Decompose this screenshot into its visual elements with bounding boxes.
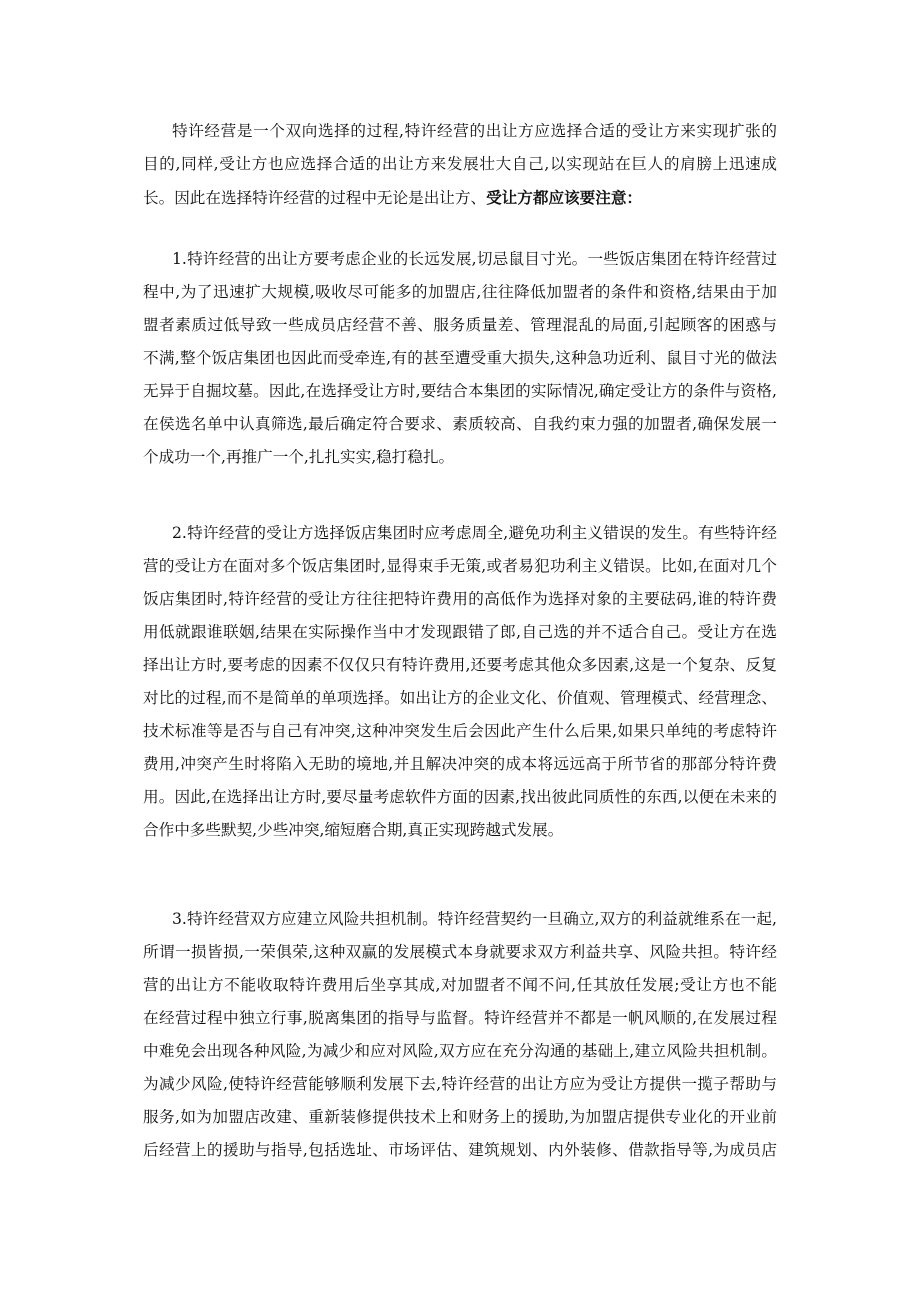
point-1-line-6: 在侯选名单中认真筛选,最后确定符合要求、素质较高、自我约束力强的加盟者,确保发展一 bbox=[143, 415, 777, 433]
point-1-line-3: 盟者素质过低导致一些成员店经营不善、服务质量差、管理混乱的局面,引起顾客的困惑与 bbox=[143, 316, 777, 334]
point-2-line-10: 合作中多些默契,少些冲突,缩短磨合期,真正实现跨越式发展。 bbox=[143, 821, 564, 839]
point-3-line-5: 中难免会出现各种风险,为减少和应对风险,双方应在充分沟通的基础上,建立风险共担机制。 bbox=[143, 1042, 777, 1060]
intro-bold-emphasis: 受让方都应该要注意： bbox=[486, 188, 643, 207]
point-2-line-8: 费用,冲突产生时将陷入无助的境地,并且解决冲突的成本将远远高于所节省的那部分特许费 bbox=[143, 755, 777, 773]
point-3-line-4: 在经营过程中独立行事,脱离集团的指导与监督。特许经营并不都是一帆风顺的,在发展过程 bbox=[143, 1009, 777, 1027]
point-1-paragraph bbox=[143, 243, 777, 474]
point-2-line-5: 择出让方时,要考虑的因素不仅仅只有特许费用,还要考虑其他众多因素,这是一个复杂、反复 bbox=[143, 656, 777, 674]
point-3-line-1: 3.特许经营双方应建立风险共担机制。特许经营契约一旦确立,双方的利益就维系在一起, bbox=[172, 910, 777, 928]
point-1-line-1: 1.特许经营的出让方要考虑企业的长远发展,切忌鼠目寸光。一些饭店集团在特许经营过 bbox=[172, 250, 777, 268]
point-2-line-4: 用低就跟谁联姻,结果在实际操作当中才发现跟错了郎,自己选的并不适合自己。受让方在选 bbox=[143, 623, 777, 641]
point-3-line-7: 服务,如为加盟店改建、重新装修提供技术上和财务上的援助,为加盟店提供专业化的开业前 bbox=[143, 1108, 777, 1126]
point-2-line-7: 技术标准等是否与自己有冲突,这种冲突发生后会因此产生什么后果,如果只单纯的考虑特许 bbox=[143, 722, 777, 740]
point-1-line-4: 不满,整个饭店集团也因此而受牵连,有的甚至遭受重大损失,这种急功近利、鼠目寸光的做法 bbox=[143, 349, 777, 367]
intro-line-3-text: 长。因此在选择特许经营的过程中无论是出让方、 bbox=[143, 189, 487, 207]
point-3-paragraph bbox=[143, 903, 777, 1167]
point-2-line-1: 2.特许经营的受让方选择饭店集团时应考虑周全,避免功利主义错误的发生。有些特许经 bbox=[172, 524, 777, 542]
point-1-line-7: 个成功一个,再推广一个,扎扎实实,稳打稳扎。 bbox=[143, 448, 455, 466]
point-1-line-5: 无异于自掘坟墓。因此,在选择受让方时,要结合本集团的实际情况,确定受让方的条件与资格, bbox=[143, 382, 777, 400]
point-2-line-3: 饭店集团时,特许经营的受让方往往把特许费用的高低作为选择对象的主要砝码,谁的特许费 bbox=[143, 590, 777, 608]
intro-paragraph bbox=[143, 115, 777, 214]
intro-line-2: 目的,同样,受让方也应选择合适的出让方来发展壮大自己,以实现站在巨人的肩膀上迅速成 bbox=[143, 155, 777, 173]
point-2-paragraph bbox=[143, 517, 777, 847]
point-2-line-6: 对比的过程,而不是简单的单项选择。如出让方的企业文化、价值观、管理模式、经营理念、 bbox=[143, 689, 777, 707]
intro-line-3 bbox=[143, 181, 777, 214]
point-3-line-8: 后经营上的援助与指导,包括选址、市场评估、建筑规划、内外装修、借款指导等,为成员店 bbox=[143, 1141, 777, 1159]
point-1-line-2: 程中,为了迅速扩大规模,吸收尽可能多的加盟店,往往降低加盟者的条件和资格,结果由于加 bbox=[143, 283, 777, 301]
point-3-line-6: 为减少风险,使特许经营能够顺利发展下去,特许经营的出让方应为受让方提供一揽子帮助与 bbox=[143, 1075, 777, 1093]
point-2-line-9: 用。因此,在选择出让方时,要尽量考虑软件方面的因素,找出彼此同质性的东西,以便在未来的 bbox=[143, 788, 777, 806]
point-3-line-2: 所谓一损皆损,一荣俱荣,这种双赢的发展模式本身就要求双方利益共享、风险共担。特许经 bbox=[143, 943, 777, 961]
point-3-line-3: 营的出让方不能收取特许费用后坐享其成,对加盟者不闻不问,任其放任发展;受让方也不能 bbox=[143, 976, 777, 994]
point-2-line-2: 营的受让方在面对多个饭店集团时,显得束手无策,或者易犯功利主义错误。比如,在面对几个 bbox=[143, 557, 777, 575]
intro-line-1: 特许经营是一个双向选择的过程,特许经营的出让方应选择合适的受让方来实现扩张的 bbox=[172, 122, 777, 140]
